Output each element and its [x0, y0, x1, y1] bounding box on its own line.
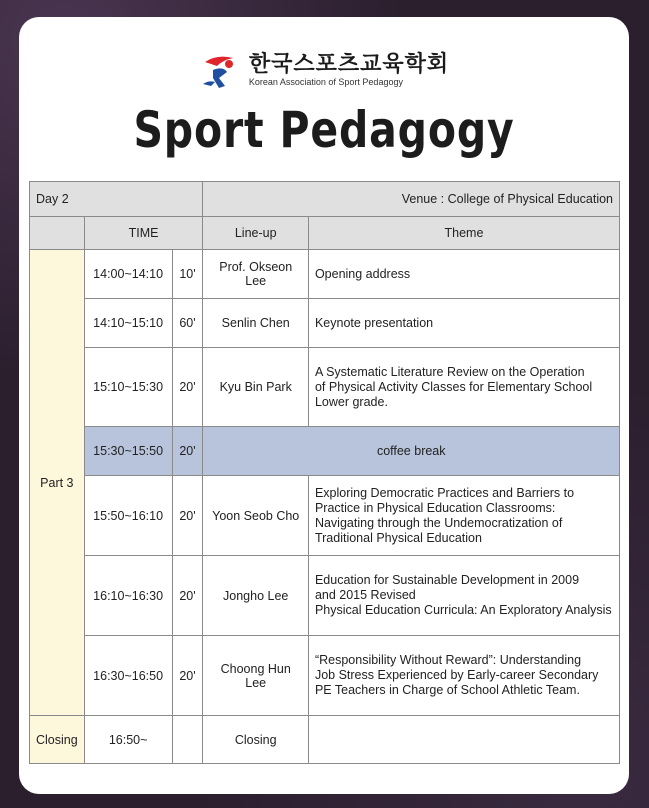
schedule-card: [19, 17, 629, 794]
theme-line: Education for Sustainable Development in 2009: [314, 573, 580, 587]
theme-line: Exploring Democratic Practices and Barriers to: [314, 485, 575, 500]
theme-line: Practice in Physical Education Classrooms:: [314, 500, 556, 515]
duration-cell: 20': [172, 636, 203, 716]
theme-line: and 2015 Revised: [314, 588, 416, 602]
time-cell: 16:10~16:30: [84, 556, 172, 636]
table-row: [30, 636, 620, 716]
duration-cell: 20': [172, 476, 203, 556]
duration-cell: 10': [172, 250, 203, 299]
theme-line: Navigating through the Undemocratization of: [314, 515, 563, 530]
closing-row: [30, 716, 620, 764]
duration-cell: 60': [172, 299, 203, 348]
page-title: Sport Pedagogy: [133, 101, 515, 159]
closing-duration-cell: [172, 716, 203, 764]
table-row: [30, 476, 620, 556]
lineup-cell: Yoon Seob Cho: [203, 476, 308, 556]
schedule-table: [29, 181, 620, 764]
theme-cell: [308, 250, 619, 299]
duration-cell: 20': [172, 348, 203, 427]
closing-label: Closing: [30, 716, 85, 764]
theme-line: PE Teachers in Charge of School Athletic Team.: [314, 683, 580, 697]
org-logo: [19, 47, 629, 93]
theme-line: Traditional Physical Education: [314, 530, 482, 545]
table-row: [30, 250, 620, 299]
closing-lineup-cell: Closing: [203, 716, 308, 764]
day-label: Day 2: [30, 182, 203, 217]
theme-line: Opening address: [314, 266, 411, 281]
lineup-column-header: Line-up: [203, 217, 308, 250]
column-header-row: [30, 217, 620, 250]
blank-header-cell: [30, 217, 85, 250]
table-header-row: [30, 182, 620, 217]
duration-cell: 20': [172, 427, 203, 476]
lineup-cell: Choong Hun Lee: [203, 636, 308, 716]
closing-theme-cell: [308, 716, 619, 764]
org-name-english: Korean Association of Sport Pedagogy: [248, 77, 403, 87]
lineup-cell: Prof. Okseon Lee: [203, 250, 308, 299]
theme-cell: [308, 556, 619, 636]
runner-logo-icon: [199, 48, 243, 92]
part-label: Part 3: [30, 250, 85, 716]
lineup-cell: Jongho Lee: [203, 556, 308, 636]
closing-time-cell: 16:50~: [84, 716, 172, 764]
lineup-cell: Senlin Chen: [203, 299, 308, 348]
theme-line: “Responsibility Without Reward”: Understanding: [314, 653, 582, 667]
theme-line: of Physical Activity Classes for Elementary School: [314, 379, 593, 394]
time-cell: 15:30~15:50: [84, 427, 172, 476]
table-row: [30, 556, 620, 636]
time-cell: 15:50~16:10: [84, 476, 172, 556]
theme-cell: [308, 299, 619, 348]
theme-line: Keynote presentation: [314, 315, 434, 330]
venue-label: Venue : College of Physical Education: [203, 182, 620, 217]
time-cell: 14:10~15:10: [84, 299, 172, 348]
table-row: [30, 299, 620, 348]
lineup-cell: Kyu Bin Park: [203, 348, 308, 427]
time-cell: 16:30~16:50: [84, 636, 172, 716]
theme-column-header: Theme: [308, 217, 619, 250]
table-row: [30, 348, 620, 427]
duration-cell: 20': [172, 556, 203, 636]
time-cell: 14:00~14:10: [84, 250, 172, 299]
coffee-break-cell: coffee break: [203, 427, 620, 476]
theme-line: Job Stress Experienced by Early-career Secondary: [314, 668, 599, 682]
theme-cell: [308, 636, 619, 716]
theme-line: A Systematic Literature Review on the Operation: [314, 364, 585, 379]
theme-cell: [308, 348, 619, 427]
theme-cell: [308, 476, 619, 556]
org-name-korean: 한국스포츠교육학회: [248, 51, 450, 76]
time-cell: 15:10~15:30: [84, 348, 172, 427]
theme-line: Physical Education Curricula: An Exploratory Analysis: [314, 603, 612, 617]
theme-line: Lower grade.: [314, 394, 388, 409]
time-column-header: TIME: [84, 217, 203, 250]
coffee-break-row: [30, 427, 620, 476]
